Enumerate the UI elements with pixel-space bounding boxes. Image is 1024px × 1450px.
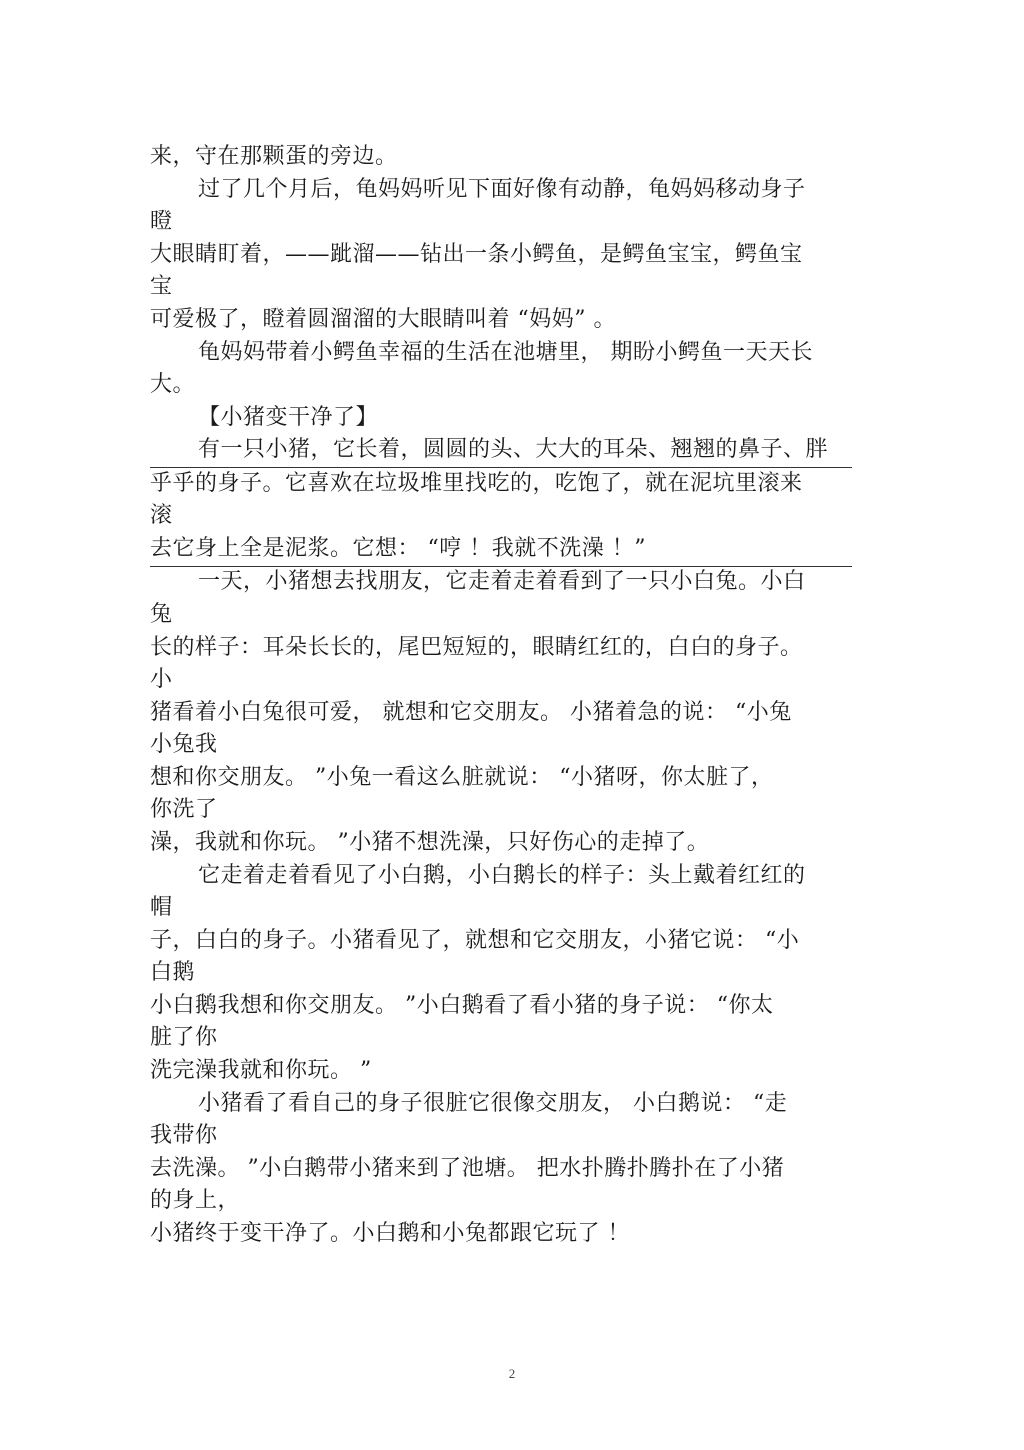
text-line: 过了几个月后，龟妈妈听见下面好像有动静，龟妈妈移动身子 (198, 177, 806, 202)
text-line: 小兔我 (150, 732, 218, 757)
text-line: 来，守在那颗蛋的旁边。 (150, 144, 398, 169)
text-line: 宝 (150, 274, 173, 299)
text-line: 想和你交朋友。 ”小兔一看这么脏就说： “小猪呀，你太脏了， (150, 765, 774, 790)
text-line: 你洗了 (150, 797, 218, 822)
text-line: 兔 (150, 602, 173, 627)
text-line: 滚 (150, 503, 173, 528)
text-line: 大眼睛盯着，——跐溜——钻出一条小鳄鱼，是鳄鱼宝宝，鳄鱼宝 (150, 242, 803, 267)
text-line: 小 (150, 667, 173, 692)
text-line: 小猪看了看自己的身子很脏它很像交朋友， 小白鹅说： “走 (198, 1091, 788, 1116)
text-line: 可爱极了，瞪着圆溜溜的大眼睛叫着 “妈妈” 。 (150, 307, 616, 332)
text-line: 有一只小猪，它长着，圆圆的头、大大的耳朵、翘翘的鼻子、胖 (198, 437, 829, 462)
text-line: 瞪 (150, 209, 173, 234)
text-line: 长的样子：耳朵长长的，尾巴短短的，眼睛红红的，白白的身子。 (150, 635, 803, 660)
text-line: 大。 (150, 372, 196, 397)
text-line: 猪看着小白兔很可爱， 就想和它交朋友。 小猪着急的说： “小兔 (150, 700, 792, 725)
text-line: 小猪终于变干净了。小白鹅和小兔都跟它玩了 ！ (150, 1221, 630, 1246)
text-line: 脏了你 (150, 1025, 218, 1050)
text-line: 的身上， (150, 1188, 241, 1213)
text-line: 洗完澡我就和你玩。 ” (150, 1058, 372, 1083)
text-line: 它走着走着看见了小白鹅，小白鹅长的样子：头上戴着红红的 (198, 863, 806, 888)
text-line: 去它身上全是泥浆。它想： “哼 ！我就不洗澡 ！” (150, 536, 646, 561)
text-line: 一天，小猪想去找朋友，它走着走着看到了一只小白兔。小白 (198, 569, 806, 594)
horizontal-rule (150, 467, 852, 468)
text-line: 澡，我就和你玩。 ”小猪不想洗澡，只好伤心的走掉了。 (150, 830, 710, 855)
text-line: 白鹅 (150, 960, 196, 985)
text-line: 乎乎的身子。它喜欢在垃圾堆里找吃的，吃饱了，就在泥坑里滚来 (150, 471, 803, 496)
text-line: 子，白白的身子。小猪看见了，就想和它交朋友，小猪它说： “小 (150, 928, 800, 953)
text-line: 我带你 (150, 1123, 218, 1148)
text-line: 帽 (150, 895, 173, 920)
text-line: 龟妈妈带着小鳄鱼幸福的生活在池塘里， 期盼小鳄鱼一天天长 (198, 340, 813, 365)
page-number: 2 (508, 1366, 516, 1381)
text-line: 小白鹅我想和你交朋友。 ”小白鹅看了看小猪的身子说： “你太 (150, 993, 774, 1018)
text-line: 去洗澡。 ”小白鹅带小猪来到了池塘。 把水扑腾扑腾扑在了小猪 (150, 1156, 785, 1181)
section-heading: 【小猪变干净了】 (198, 405, 379, 430)
